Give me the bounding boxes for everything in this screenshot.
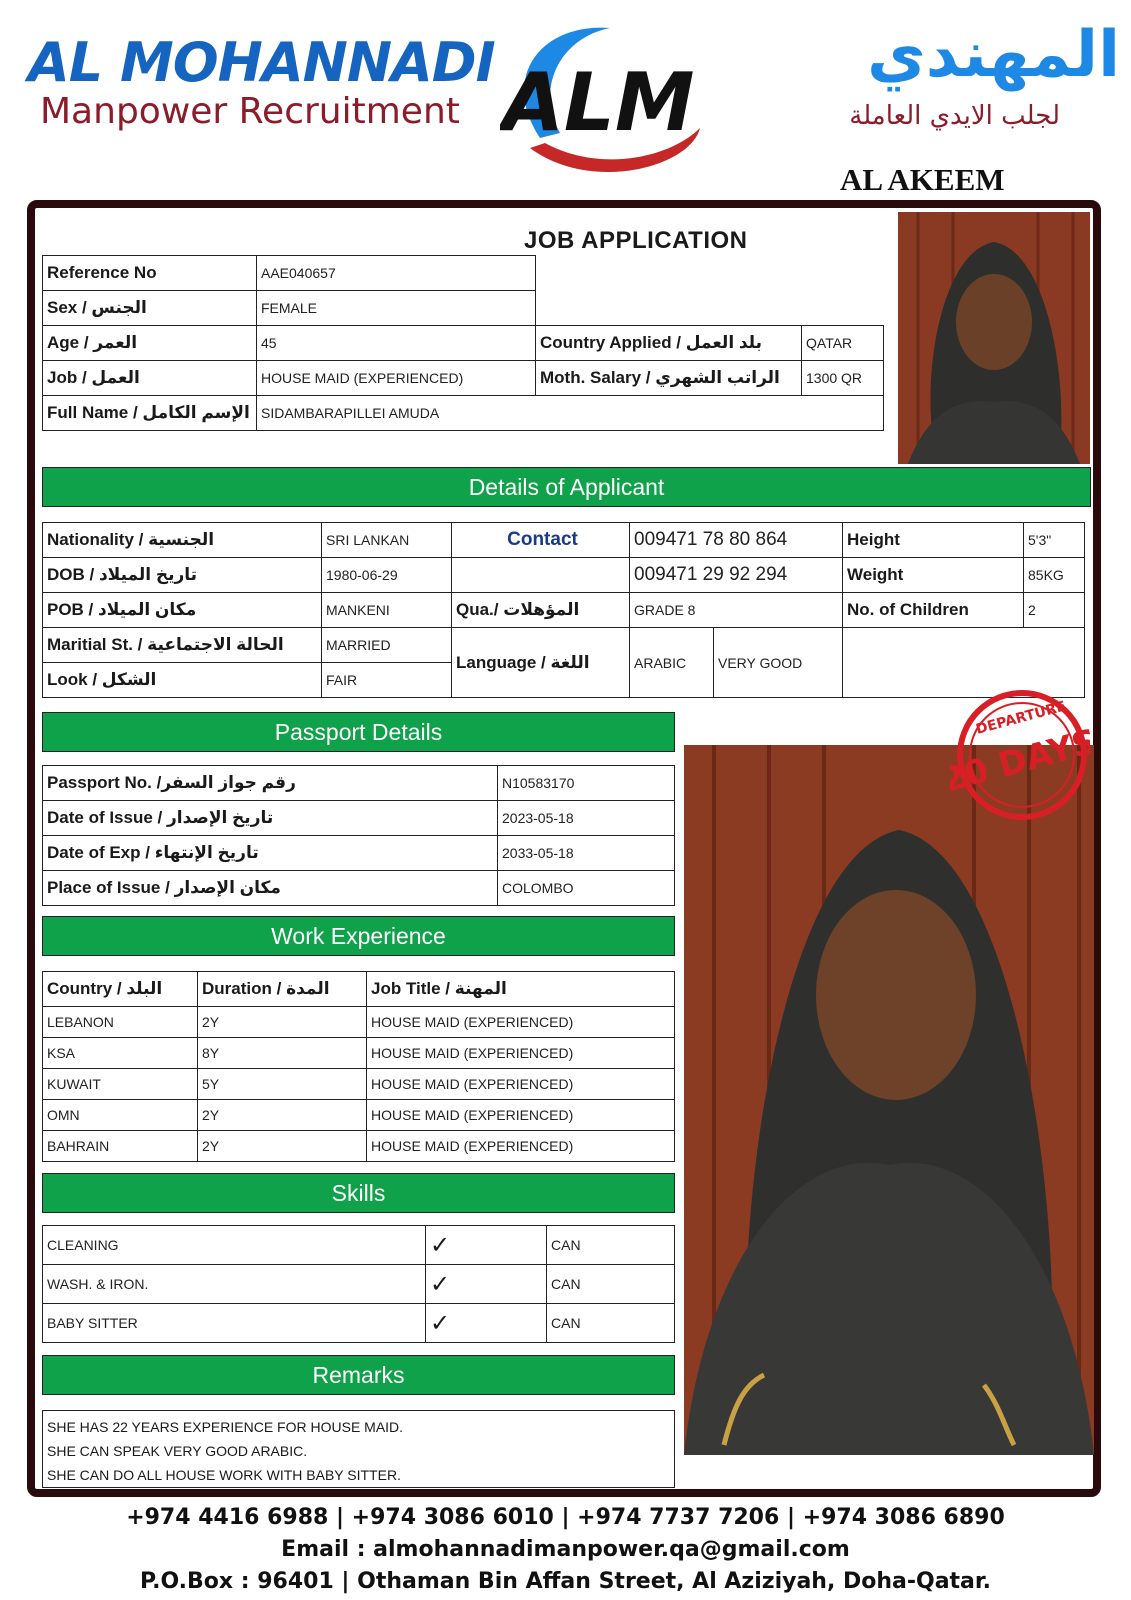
remark-line: SHE HAS 22 YEARS EXPERIENCE FOR HOUSE MAID.	[47, 1419, 404, 1435]
salary-label: Moth. Salary / الراتب الشهري	[535, 360, 802, 396]
reference-label: Reference No	[42, 255, 257, 291]
work-row-duration: 8Y	[197, 1037, 367, 1069]
footer-address: P.O.Box : 96401 | Othaman Bin Affan Street, Al Aziziyah, Doha-Qatar.	[140, 1569, 991, 1594]
fullname-value: SIDAMBARAPILLEI AMUDA	[256, 395, 884, 431]
job-value: HOUSE MAID (EXPERIENCED)	[256, 360, 536, 396]
page-title: JOB APPLICATION	[524, 227, 748, 254]
dob-value: 1980-06-29	[321, 557, 452, 593]
alm-logo	[500, 18, 730, 178]
sex-label: Sex / الجنس	[42, 290, 257, 326]
weight-value: 85KG	[1023, 557, 1085, 593]
skills-heading: Skills	[42, 1173, 675, 1213]
contact-empty-cell	[451, 557, 630, 593]
look-label: Look / الشكل	[42, 662, 322, 698]
work-row-duration: 2Y	[197, 1099, 367, 1131]
skill-status: CAN	[546, 1225, 675, 1265]
skill-name: BABY SITTER	[42, 1303, 426, 1343]
expiry-date-value: 2033-05-18	[497, 835, 675, 871]
qualification-value: GRADE 8	[629, 592, 843, 628]
remark-line: SHE CAN DO ALL HOUSE WORK WITH BABY SITTER.	[47, 1467, 401, 1483]
footer-phones: +974 4416 6988 | +974 3086 6010 | +974 7737 7206 | +974 3086 6890	[126, 1505, 1005, 1530]
nationality-value: SRI LANKAN	[321, 522, 452, 558]
weight-label: Weight	[842, 557, 1024, 593]
language-level-value: VERY GOOD	[713, 627, 843, 698]
dob-label: DOB / تاريخ الميلاد	[42, 557, 322, 593]
issue-date-label: Date of Issue / تاريخ الإصدار	[42, 800, 498, 836]
passport-no-value: N10583170	[497, 765, 675, 801]
stamp-top-text: DEPARTURE	[974, 698, 1068, 738]
passport-no-label: Passport No. /رقم جواز السفر	[42, 765, 498, 801]
issue-place-label: Place of Issue / مكان الإصدار	[42, 870, 498, 906]
footer-email: Email : almohannadimanpower.qa@gmail.com	[281, 1537, 850, 1562]
skill-check-icon: ✓	[425, 1225, 547, 1265]
work-col-country: Country / البلد	[42, 971, 198, 1007]
marital-label: Maritial St. / الحالة الاجتماعية	[42, 627, 322, 663]
applicant-photo-large	[684, 745, 1094, 1455]
brand-name-en: AL MOHANNADI	[28, 31, 495, 94]
pob-label: POB / مكان الميلاد	[42, 592, 322, 628]
work-row-duration: 5Y	[197, 1068, 367, 1100]
work-row-duration: 2Y	[197, 1006, 367, 1038]
stamp-big-text: 20 DAYS	[950, 721, 1090, 802]
brand-tagline-ar: لجلب الايدي العاملة	[849, 101, 1060, 131]
applicant-photo-small	[898, 212, 1090, 464]
skill-check-icon: ✓	[425, 1303, 547, 1343]
reference-value: AAE040657	[256, 255, 536, 291]
look-value: FAIR	[321, 662, 452, 698]
salary-value: 1300 QR	[801, 360, 884, 396]
branch-name: AL AKEEM	[840, 162, 1005, 197]
work-row-country: OMN	[42, 1099, 198, 1131]
language-value: ARABIC	[629, 627, 714, 698]
logo-text: ALM	[502, 56, 695, 149]
fullname-label: Full Name / الإسم الكامل	[42, 395, 257, 431]
issue-place-value: COLOMBO	[497, 870, 675, 906]
skill-name: CLEANING	[42, 1225, 426, 1265]
language-label: Language / اللغة	[451, 627, 630, 698]
country-applied-value: QATAR	[801, 325, 884, 361]
skill-check-icon: ✓	[425, 1264, 547, 1304]
issue-date-value: 2023-05-18	[497, 800, 675, 836]
work-row-job: HOUSE MAID (EXPERIENCED)	[366, 1068, 675, 1100]
marital-value: MARRIED	[321, 627, 452, 663]
work-experience-heading: Work Experience	[42, 916, 675, 956]
contact-label: Contact	[451, 522, 630, 558]
skill-status: CAN	[546, 1303, 675, 1343]
job-label: Job / العمل	[42, 360, 257, 396]
remarks-heading: Remarks	[42, 1355, 675, 1395]
work-row-job: HOUSE MAID (EXPERIENCED)	[366, 1130, 675, 1162]
work-col-job: Job Title / المهنة	[366, 971, 675, 1007]
skill-status: CAN	[546, 1264, 675, 1304]
work-row-job: HOUSE MAID (EXPERIENCED)	[366, 1037, 675, 1069]
sex-value: FEMALE	[256, 290, 536, 326]
age-label: Age / العمر	[42, 325, 257, 361]
nationality-label: Nationality / الجنسية	[42, 522, 322, 558]
brand-name-ar: المهندي	[867, 18, 1120, 92]
work-row-job: HOUSE MAID (EXPERIENCED)	[366, 1099, 675, 1131]
height-label: Height	[842, 522, 1024, 558]
country-applied-label: Country Applied / بلد العمل	[535, 325, 802, 361]
pob-value: MANKENI	[321, 592, 452, 628]
brand-arabic	[740, 10, 1120, 132]
work-row-country: LEBANON	[42, 1006, 198, 1038]
age-value: 45	[256, 325, 536, 361]
contact-primary: 009471 78 80 864	[629, 522, 843, 558]
details-heading: Details of Applicant	[42, 467, 1091, 507]
work-row-job: HOUSE MAID (EXPERIENCED)	[366, 1006, 675, 1038]
children-value: 2	[1023, 592, 1085, 628]
work-row-country: KSA	[42, 1037, 198, 1069]
brand-english	[28, 31, 498, 132]
remark-line: SHE CAN SPEAK VERY GOOD ARABIC.	[47, 1443, 308, 1459]
height-value: 5'3"	[1023, 522, 1085, 558]
brand-tagline-en: Manpower Recruitment	[40, 91, 460, 132]
work-row-country: KUWAIT	[42, 1068, 198, 1100]
passport-heading: Passport Details	[42, 712, 675, 752]
work-row-duration: 2Y	[197, 1130, 367, 1162]
skill-name: WASH. & IRON.	[42, 1264, 426, 1304]
departure-stamp	[950, 680, 1090, 830]
work-row-country: BAHRAIN	[42, 1130, 198, 1162]
children-label: No. of Children	[842, 592, 1024, 628]
remarks-box	[42, 1410, 675, 1488]
contact-secondary: 009471 29 92 294	[629, 557, 843, 593]
expiry-date-label: Date of Exp / تاريخ الإنتهاء	[42, 835, 498, 871]
work-col-duration: Duration / المدة	[197, 971, 367, 1007]
qualification-label: Qua./ المؤهلات	[451, 592, 630, 628]
